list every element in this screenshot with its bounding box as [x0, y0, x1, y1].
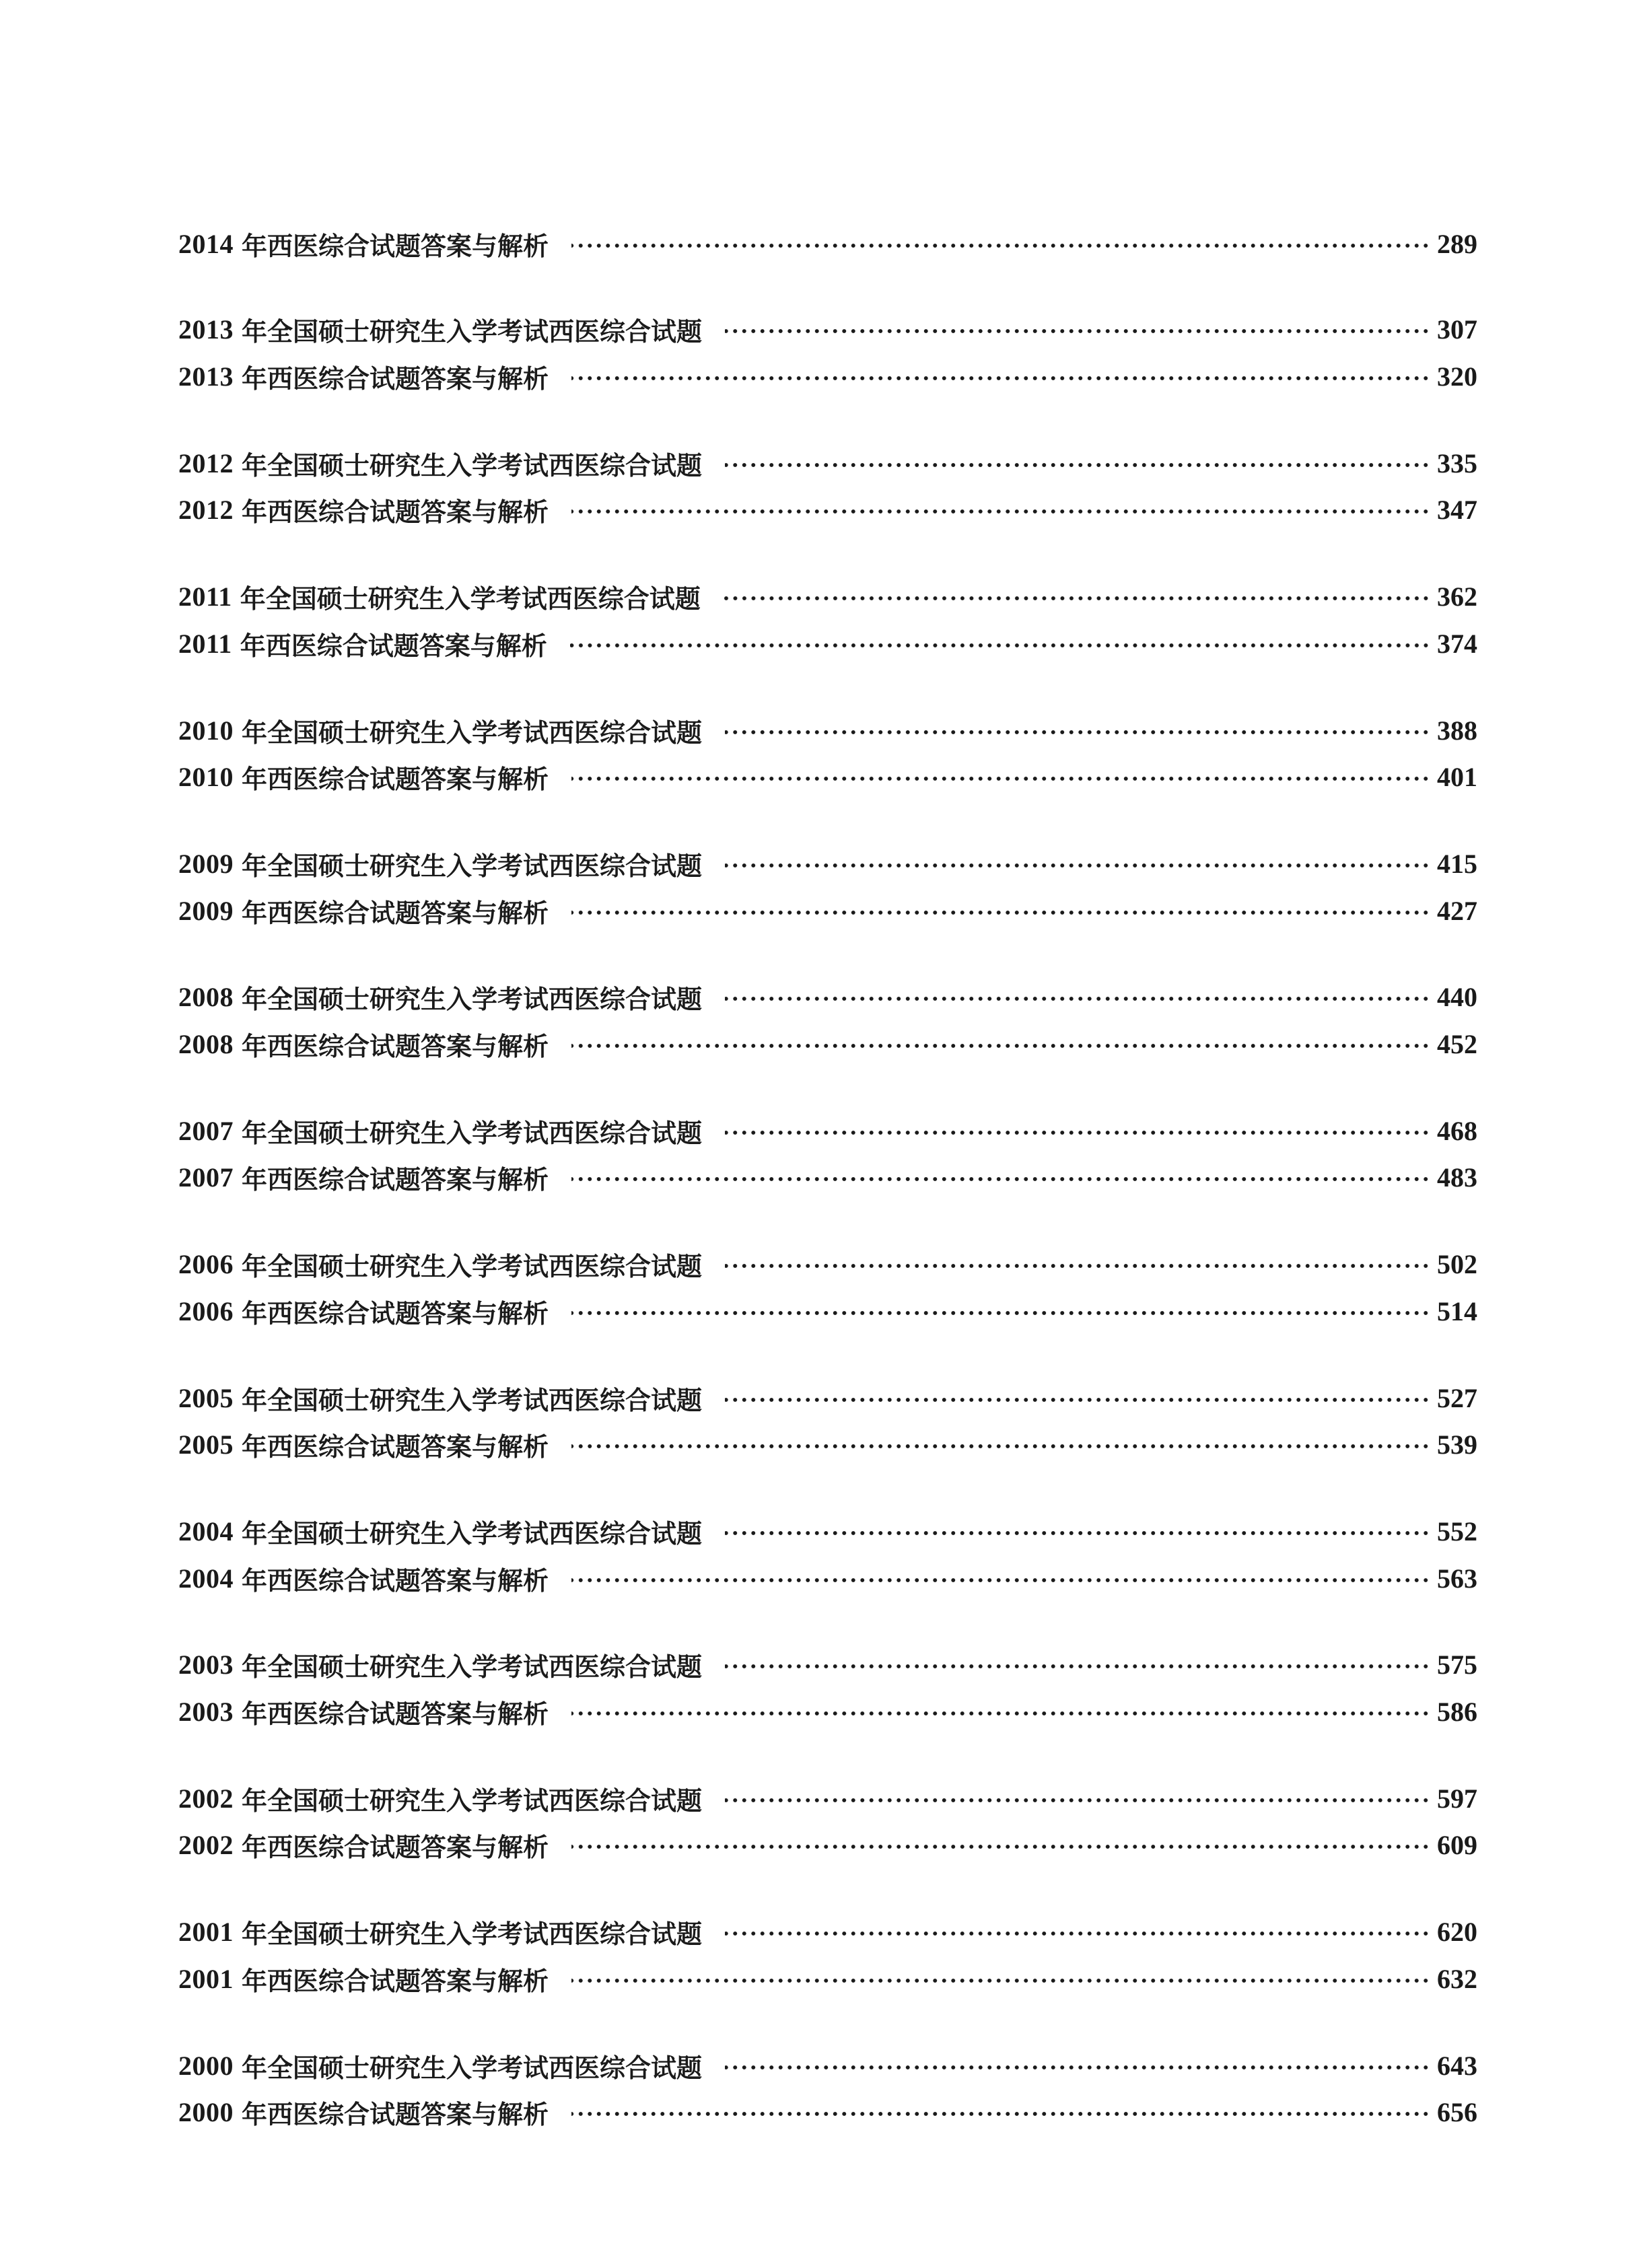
dot-leader — [571, 1578, 1430, 1583]
entry-title: 年西医综合试题答案与解析 — [242, 1565, 549, 1596]
entry-year: 2008 — [178, 1028, 234, 1059]
entry-page-number: 347 — [1437, 494, 1477, 525]
entry-page-number: 575 — [1437, 1649, 1477, 1680]
entry-title: 年西医综合试题答案与解析 — [242, 1031, 549, 1061]
toc-entry[interactable] — [178, 1289, 1477, 1333]
entry-title: 年全国硕士研究生入学考试西医综合试题 — [242, 2053, 703, 2083]
dot-leader — [571, 910, 1430, 915]
entry-page-number: 427 — [1437, 895, 1477, 926]
entry-page-number: 307 — [1437, 314, 1477, 345]
entry-page-number: 483 — [1437, 1162, 1477, 1193]
dot-leader — [725, 1263, 1430, 1269]
entry-page-number: 320 — [1437, 361, 1477, 392]
entry-title: 年西医综合试题答案与解析 — [242, 1164, 549, 1195]
entry-year: 2000 — [178, 2050, 234, 2081]
entry-title: 年全国硕士研究生入学考试西医综合试题 — [242, 851, 703, 881]
entry-title: 年全国硕士研究生入学考试西医综合试题 — [242, 1385, 703, 1415]
entry-title: 年西医综合试题答案与解析 — [240, 631, 547, 661]
toc-entry[interactable] — [178, 1510, 1477, 1553]
toc-entry[interactable] — [178, 2044, 1477, 2087]
dot-leader — [571, 1711, 1430, 1716]
entry-title: 年西医综合试题答案与解析 — [242, 2099, 549, 2129]
entry-page-number: 539 — [1437, 1429, 1477, 1460]
entry-year: 2009 — [178, 848, 234, 879]
entry-page-number: 552 — [1437, 1516, 1477, 1547]
entry-year: 2003 — [178, 1649, 234, 1680]
entry-page-number: 609 — [1437, 1829, 1477, 1860]
dot-leader — [570, 643, 1430, 648]
dot-leader — [571, 1176, 1430, 1182]
entry-page-number: 656 — [1437, 2096, 1477, 2127]
toc-entry[interactable] — [178, 1242, 1477, 1285]
toc-entry[interactable] — [178, 308, 1477, 351]
dot-leader — [571, 376, 1430, 381]
toc-entry[interactable] — [178, 1823, 1477, 1866]
entry-title: 年西医综合试题答案与解析 — [242, 497, 549, 527]
dot-leader — [724, 596, 1430, 601]
toc-entry[interactable] — [178, 2090, 1477, 2133]
entry-year: 2012 — [178, 494, 234, 525]
toc-entry[interactable] — [178, 889, 1477, 932]
dot-leader — [725, 2065, 1430, 2070]
toc-entry[interactable] — [178, 709, 1477, 752]
toc-entry[interactable] — [178, 755, 1477, 798]
dot-leader — [571, 1978, 1430, 1983]
entry-page-number: 563 — [1437, 1563, 1477, 1594]
dot-leader — [571, 2111, 1430, 2117]
toc-entry[interactable] — [178, 1156, 1477, 1199]
dot-leader — [725, 328, 1430, 334]
toc-entry[interactable] — [178, 1557, 1477, 1600]
entry-year: 2004 — [178, 1516, 234, 1547]
entry-year: 2006 — [178, 1296, 234, 1326]
toc-entry[interactable] — [178, 1423, 1477, 1466]
toc-entry[interactable] — [178, 1910, 1477, 1953]
entry-year: 2013 — [178, 314, 234, 345]
entry-title: 年全国硕士研究生入学考试西医综合试题 — [242, 450, 703, 481]
dot-leader — [725, 1798, 1430, 1803]
entry-year: 2005 — [178, 1429, 234, 1460]
entry-year: 2010 — [178, 715, 234, 746]
dot-leader — [725, 730, 1430, 735]
entry-page-number: 374 — [1437, 628, 1477, 659]
dot-leader — [725, 1530, 1430, 1536]
toc-entry[interactable] — [178, 1643, 1477, 1686]
toc-entry[interactable] — [178, 1376, 1477, 1419]
dot-leader — [571, 509, 1430, 514]
entry-title: 年全国硕士研究生入学考试西医综合试题 — [242, 1919, 703, 1949]
entry-page-number: 440 — [1437, 981, 1477, 1012]
toc-entry[interactable] — [178, 842, 1477, 885]
dot-leader — [571, 1844, 1430, 1849]
entry-title: 年全国硕士研究生入学考试西医综合试题 — [242, 1652, 703, 1682]
entry-year: 2010 — [178, 761, 234, 792]
entry-year: 2013 — [178, 361, 234, 392]
entry-page-number: 643 — [1437, 2050, 1477, 2081]
dot-leader — [725, 1130, 1430, 1135]
toc-entry[interactable] — [178, 1690, 1477, 1733]
entry-year: 2001 — [178, 1963, 234, 1994]
entry-page-number: 468 — [1437, 1115, 1477, 1146]
entry-year: 2011 — [178, 581, 232, 612]
dot-leader — [725, 996, 1430, 1001]
entry-year: 2009 — [178, 895, 234, 926]
dot-leader — [571, 776, 1430, 781]
dot-leader — [725, 863, 1430, 868]
entry-title: 年全国硕士研究生入学考试西医综合试题 — [242, 1251, 703, 1281]
entry-page-number: 335 — [1437, 448, 1477, 479]
entry-year: 2012 — [178, 448, 234, 479]
entry-title: 年西医综合试题答案与解析 — [242, 764, 549, 794]
entry-page-number: 502 — [1437, 1248, 1477, 1279]
entry-title: 年西医综合试题答案与解析 — [242, 363, 549, 394]
entry-title: 年西医综合试题答案与解析 — [242, 1699, 549, 1729]
entry-title: 年西医综合试题答案与解析 — [242, 231, 549, 261]
entry-year: 2000 — [178, 2096, 234, 2127]
entry-title: 年西医综合试题答案与解析 — [242, 1298, 549, 1328]
entry-page-number: 388 — [1437, 715, 1477, 746]
dot-leader — [725, 1664, 1430, 1669]
entry-year: 2004 — [178, 1563, 234, 1594]
toc-entry[interactable] — [178, 575, 1477, 618]
entry-year: 2002 — [178, 1783, 234, 1814]
entry-year: 2001 — [178, 1916, 234, 1947]
dot-leader — [725, 1397, 1430, 1403]
entry-title: 年全国硕士研究生入学考试西医综合试题 — [242, 984, 703, 1014]
entry-page-number: 597 — [1437, 1783, 1477, 1814]
toc-entry[interactable] — [178, 222, 1477, 265]
toc-entry[interactable] — [178, 441, 1477, 485]
entry-page-number: 415 — [1437, 848, 1477, 879]
entry-title: 年西医综合试题答案与解析 — [242, 1431, 549, 1462]
entry-year: 2014 — [178, 228, 234, 259]
entry-year: 2003 — [178, 1696, 234, 1727]
toc-entry[interactable] — [178, 1777, 1477, 1820]
entry-title: 年西医综合试题答案与解析 — [242, 898, 549, 928]
toc-entry[interactable] — [178, 622, 1477, 665]
entry-year: 2008 — [178, 981, 234, 1012]
toc-entry[interactable] — [178, 975, 1477, 1018]
dot-leader — [571, 243, 1430, 248]
dot-leader — [571, 1444, 1430, 1449]
entry-title: 年全国硕士研究生入学考试西医综合试题 — [242, 1518, 703, 1549]
entry-page-number: 586 — [1437, 1696, 1477, 1727]
entry-title: 年西医综合试题答案与解析 — [242, 1832, 549, 1862]
entry-page-number: 620 — [1437, 1916, 1477, 1947]
entry-title: 年全国硕士研究生入学考试西医综合试题 — [242, 1118, 703, 1148]
entry-page-number: 632 — [1437, 1963, 1477, 1994]
toc-entry[interactable] — [178, 1109, 1477, 1152]
entry-title: 年西医综合试题答案与解析 — [242, 1966, 549, 1996]
entry-page-number: 289 — [1437, 228, 1477, 259]
entry-page-number: 514 — [1437, 1296, 1477, 1326]
toc-entry[interactable] — [178, 488, 1477, 531]
entry-title: 年全国硕士研究生入学考试西医综合试题 — [242, 1785, 703, 1816]
toc-entry[interactable] — [178, 1957, 1477, 2000]
entry-page-number: 527 — [1437, 1382, 1477, 1413]
entry-title: 年全国硕士研究生入学考试西医综合试题 — [240, 583, 701, 614]
entry-title: 年全国硕士研究生入学考试西医综合试题 — [242, 717, 703, 748]
dot-leader — [725, 1931, 1430, 1936]
entry-year: 2002 — [178, 1829, 234, 1860]
entry-year: 2011 — [178, 628, 232, 659]
entry-year: 2007 — [178, 1162, 234, 1193]
entry-year: 2005 — [178, 1382, 234, 1413]
entry-page-number: 362 — [1437, 581, 1477, 612]
dot-leader — [571, 1310, 1430, 1316]
entry-year: 2006 — [178, 1248, 234, 1279]
entry-page-number: 452 — [1437, 1028, 1477, 1059]
entry-year: 2007 — [178, 1115, 234, 1146]
toc-entry[interactable] — [178, 1022, 1477, 1065]
toc-entry[interactable] — [178, 355, 1477, 398]
entry-title: 年全国硕士研究生入学考试西医综合试题 — [242, 316, 703, 347]
entry-page-number: 401 — [1437, 761, 1477, 792]
dot-leader — [725, 462, 1430, 468]
dot-leader — [571, 1043, 1430, 1049]
